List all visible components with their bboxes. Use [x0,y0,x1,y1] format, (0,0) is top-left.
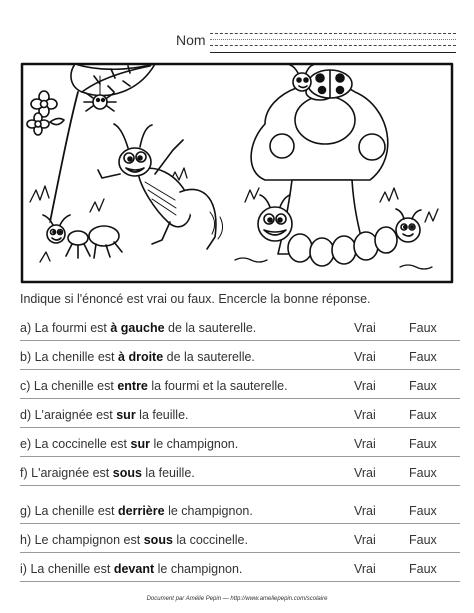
question-row [20,504,460,524]
name-writing-lines[interactable] [210,30,456,54]
flowers [27,91,64,135]
question-text: a) La fourmi est à gauche de la sauterelle. [20,321,257,335]
question-row [20,533,460,553]
question-text: i) La chenille est devant le champignon. [20,562,243,576]
divider [20,552,460,553]
leaf-stem [50,92,78,222]
question-text: c) La chenille est entre la fourmi et la sauterelle. [20,379,288,393]
divider [20,456,460,457]
divider [20,523,460,524]
question-text: d) L'araignée est sur la feuille. [20,408,189,422]
question-row [20,350,460,370]
footer-credit: Document par Amélie Pepin — http://www.ameliepepin.com/scolaire [146,596,328,602]
divider [20,398,460,399]
faux-option[interactable]: Faux [409,321,437,335]
vrai-option[interactable]: Vrai [354,533,376,547]
faux-option[interactable]: Faux [409,350,437,364]
question-text: b) La chenille est à droite de la sauterelle. [20,350,255,364]
vrai-option[interactable]: Vrai [354,504,376,518]
faux-option[interactable]: Faux [409,379,437,393]
writing-line [210,33,456,34]
faux-option[interactable]: Faux [409,408,437,422]
question-row [20,321,460,341]
divider [20,485,460,486]
divider [20,340,460,341]
question-row [20,562,460,582]
faux-option[interactable]: Faux [409,466,437,480]
faux-option[interactable]: Faux [409,562,437,576]
vrai-option[interactable]: Vrai [354,466,376,480]
vrai-option[interactable]: Vrai [354,379,376,393]
ant [43,215,122,258]
writing-line [210,39,456,40]
question-row [20,408,460,428]
writing-line [210,45,456,46]
vrai-option[interactable]: Vrai [354,321,376,335]
question-text: f) L'araignée est sous la feuille. [20,466,195,480]
leaf [50,64,155,222]
vrai-option[interactable]: Vrai [354,408,376,422]
question-text: g) La chenille est derrière le champignon. [20,504,253,518]
question-text: e) La coccinelle est sur le champignon. [20,437,239,451]
vrai-option[interactable]: Vrai [354,350,376,364]
name-label: Nom [176,32,206,48]
question-text: h) Le champignon est sous la coccinelle. [20,533,248,547]
faux-option[interactable]: Faux [409,533,437,547]
name-field-row [176,30,456,54]
divider [20,369,460,370]
faux-option[interactable]: Faux [409,504,437,518]
writing-baseline [210,52,456,53]
vrai-option[interactable]: Vrai [354,562,376,576]
divider [20,427,460,428]
question-row [20,437,460,457]
vrai-option[interactable]: Vrai [354,437,376,451]
question-row [20,466,460,486]
faux-option[interactable]: Faux [409,437,437,451]
instruction-text: Indique si l'énoncé est vrai ou faux. Encercle la bonne réponse. [20,292,371,306]
question-row [20,379,460,399]
divider [20,581,460,582]
illustration-scene [20,62,454,284]
